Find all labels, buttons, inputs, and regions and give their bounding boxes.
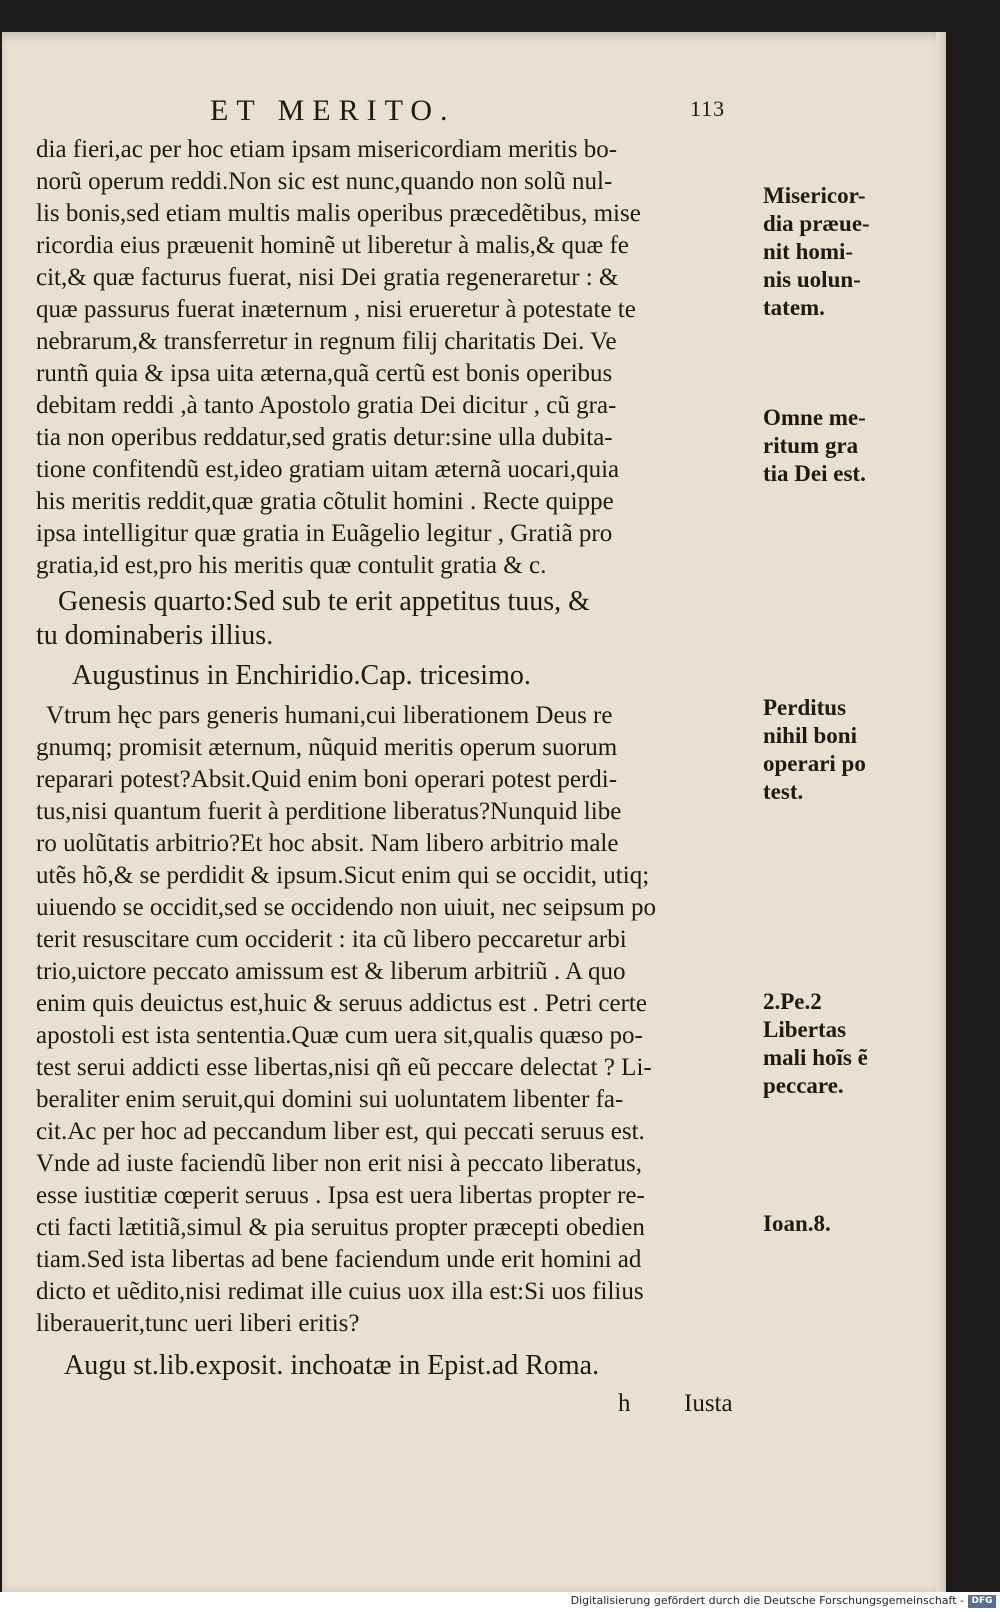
text-line: tus,nisi quantum fuerit à perditione liberatus?Nunquid libe bbox=[36, 798, 622, 825]
text-line: tiam.Sed ista libertas ad bene faciendum unde erit homini ad bbox=[36, 1246, 642, 1273]
digitization-credit: Digitalisierung gefördert durch die Deutsche Forschungsgemeinschaft - bbox=[570, 1594, 964, 1607]
text-line: ro uolũtatis arbitrio?Et hoc absit. Nam libero arbitrio male bbox=[36, 830, 619, 857]
margin-note: 2.Pe.2 Libertas mali hoĩs ẽ peccare. bbox=[763, 989, 868, 1098]
genesis-quote-line: tu dominaberis illius. bbox=[36, 620, 274, 651]
text-line: lis bonis,sed etiam multis malis operibus præcedẽtibus, mise bbox=[36, 200, 641, 227]
text-line: gnumq; promisit æternum, nũquid meritis operum suorum bbox=[36, 734, 618, 761]
text-line: utẽs hõ,& se perdidit & ipsum.Sicut enim qui se occidit, utiq; bbox=[36, 862, 650, 889]
signature-mark: h bbox=[618, 1390, 631, 1417]
folio-number: 113 bbox=[690, 96, 726, 121]
text-line: his meritis reddit,quæ gratia cõtulit homini . Recte quippe bbox=[36, 488, 614, 515]
text-line: cti facti lætitiã,simul & pia seruitus propter præcepti obedien bbox=[36, 1214, 645, 1241]
text-line: quæ passurus fuerat inæternum , nisi erueretur à potestate te bbox=[36, 296, 636, 323]
genesis-quote-line: Genesis quarto:Sed sub te erit appetitus tuus, & bbox=[58, 586, 590, 617]
text-line: cit.Ac per hoc ad peccandum liber est, qui peccati seruus est. bbox=[36, 1118, 645, 1145]
text-line: trio,uictore peccato amissum est & liberum arbitriũ . A quo bbox=[36, 958, 626, 985]
text-line: tione confitendũ est,ideo gratiam uitam æternã uocari,quia bbox=[36, 456, 620, 483]
text-line: enim quis deuictus est,huic & seruus addictus est . Petri certe bbox=[36, 990, 647, 1017]
text-line: cit,& quæ facturus fuerat, nisi Dei gratia regeneraretur : & bbox=[36, 264, 619, 291]
margin-note: Omne me- ritum gra tia Dei est. bbox=[763, 405, 866, 486]
text-line: ricordia eius præuenit hominẽ ut liberetur à malis,& quæ fe bbox=[36, 232, 629, 259]
text-line: uiuendo se occidit,sed se occidendo non uiuit, nec seipsum po bbox=[36, 894, 657, 921]
section-heading: Augustinus in Enchiridio.Cap. tricesimo. bbox=[72, 660, 531, 691]
text-line: apostoli est ista sententia.Quæ cum uera sit,qualis quæso po- bbox=[36, 1022, 643, 1049]
text-line: nebrarum,& transferretur in regnum filij charitatis Dei. Ve bbox=[36, 328, 617, 355]
dfg-logo: DFG bbox=[968, 1595, 996, 1608]
margin-note: Perditus nihil boni operari po test. bbox=[763, 695, 866, 804]
text-line: tia non operibus reddatur,sed gratis detur:sine ulla dubita- bbox=[36, 424, 613, 451]
text-line: esse iustitiæ cœperit seruus . Ipsa est uera libertas propter re- bbox=[36, 1182, 645, 1209]
page-edge bbox=[936, 32, 946, 1592]
running-header bbox=[210, 94, 810, 128]
running-title: ET MERITO. bbox=[210, 94, 456, 127]
text-line: beraliter enim seruit,qui domini sui uoluntatem libenter fa- bbox=[36, 1086, 624, 1113]
text-line: terit resuscitare cum occiderit : ita cũ libero peccaretur arbi bbox=[36, 926, 627, 953]
text-line: dia fieri,ac per hoc etiam ipsam misericordiam meritis bo- bbox=[36, 136, 618, 163]
catchword: Iusta bbox=[684, 1390, 733, 1417]
margin-note: Misericor- dia præue- nit homi- nis uolun- tatem. bbox=[763, 183, 870, 320]
text-line: debitam reddi ,à tanto Apostolo gratia Dei dicitur , cũ gra- bbox=[36, 392, 617, 419]
text-line: reparari potest?Absit.Quid enim boni operari potest perdi- bbox=[36, 766, 618, 793]
margin-note: Ioan.8. bbox=[763, 1211, 831, 1236]
text-line: runtñ quia & ipsa uita æterna,quã certũ est bonis operibus bbox=[36, 360, 613, 387]
text-line: dicto et uẽdito,nisi redimat ille cuius uox illa est:Si uos filius bbox=[36, 1278, 644, 1305]
text-line: gratia,id est,pro his meritis quæ contulit gratia & c. bbox=[36, 552, 547, 579]
text-line: norũ operum reddi.Non sic est nunc,quando non solũ nul- bbox=[36, 168, 613, 195]
text-line: Vnde ad iuste faciendũ liber non erit nisi à peccato liberatus, bbox=[36, 1150, 643, 1177]
text-line: liberauerit,tunc ueri liberi eritis? bbox=[36, 1310, 360, 1337]
closing-heading: Augu st.lib.exposit. inchoatæ in Epist.ad Roma. bbox=[64, 1350, 600, 1381]
text-line: test serui addicti esse libertas,nisi qñ eũ peccare delectat ? Li- bbox=[36, 1054, 652, 1081]
text-line: ipsa intelligitur quæ gratia in Euãgelio legitur , Gratiã pro bbox=[36, 520, 613, 547]
text-line: Vtrum hęc pars generis humani,cui liberationem Deus re bbox=[46, 702, 613, 729]
